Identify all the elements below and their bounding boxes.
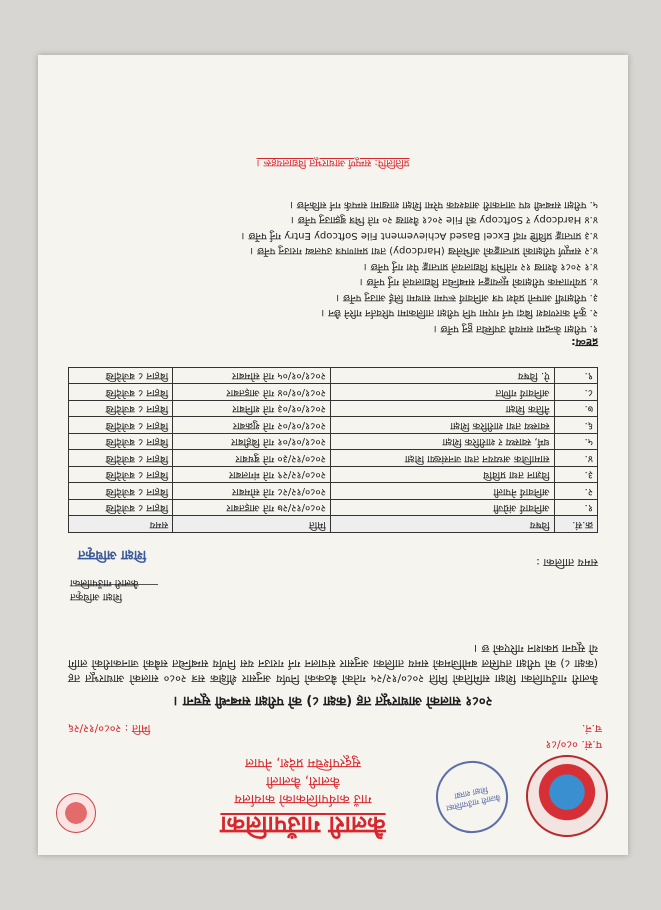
list-item: १. परीक्षा केन्द्रमा समयमै उपस्थित हुनु पर्नेछ । xyxy=(433,323,598,334)
list-item: ३. परीक्षार्थी आफ्नो प्रवेश पत्र अनिवार्य रूपमा साथमा लिई आउनु पर्नेछ । xyxy=(336,292,598,303)
table-row xyxy=(69,483,598,500)
table-cell: २०८१/०१/०३ गते शनिबार xyxy=(173,401,331,418)
office-address: कैलारी, कैलाली xyxy=(266,773,340,788)
signatory-office: कैलारी गाउँपालिका xyxy=(70,577,139,589)
table-row xyxy=(69,401,598,418)
list-item: ४. प्रयोगात्मक परीक्षाको मूल्याङ्कन सम्बन्धित विद्यालयले गर्नु पर्नेछ । xyxy=(359,276,598,288)
province-name: सुदूरपश्चिम प्रदेश, नेपाल xyxy=(245,755,361,770)
table-cell: बिहान ८ बजेदेखि xyxy=(69,483,173,500)
municipality-title: कैलारी गाउँपालिका xyxy=(220,811,386,839)
table-row xyxy=(69,384,598,401)
exam-schedule-table xyxy=(68,367,598,533)
seal-text: कैलारी गाउँपालिका शिक्षा शाखा xyxy=(445,784,501,813)
table-row xyxy=(69,434,598,451)
table-header-row xyxy=(69,516,598,533)
officer-stamp: शिक्षा अधिकृत xyxy=(78,547,147,562)
table-row xyxy=(69,450,598,467)
list-item: ४.२ सम्पूर्ण परीक्षाको प्राप्ताङ्कको अभिलेख (Hardcopy) तथा प्रमाणपत्र उपलब्ध गराउनु पर्नेछ । xyxy=(250,245,598,257)
office-seal xyxy=(429,754,514,839)
table-cell: बिहान ८ बजेदेखि xyxy=(69,450,173,467)
table-cell: २०८०/१२/२९ गते मंगलबार xyxy=(173,467,331,484)
notes-list xyxy=(68,196,598,336)
col-header: विषय xyxy=(330,516,554,533)
schedule-label: समय तालिका : xyxy=(536,556,598,569)
table-cell: अनिवार्य अंग्रेजी xyxy=(330,500,554,517)
list-item: ४.१ २०८१ वैशाख १२ गतेभित्र विद्यालयले प्राप्ताङ्क पेश गर्नु पर्नेछ । xyxy=(363,261,598,272)
table-cell: ९. xyxy=(554,368,597,385)
table-cell: बिहान ८ बजेदेखि xyxy=(69,401,173,418)
table-cell: ६. xyxy=(554,417,597,434)
table-cell: बिहान ८ बजेदेखि xyxy=(69,500,173,517)
notes-heading: द्रष्टव्य: xyxy=(571,336,598,349)
table-cell: अनिवार्य नेपाली xyxy=(330,483,554,500)
notice-paragraph: कैलारी गाउँपालिका शिक्षा समितिको मिति २०८०/१२/२५ गतेको बैठकको निर्णय अनुसार शैक्षिक सत्र २०८० सालको आधारभूत तह (कक्षा ८) को परीक्षा तपसिल बमोजिमको समय तालिका अनुसार संचालन गर्न गराउन यस निर्णय सम्बन्धित सबैको जानकारीको लागि यो सूचना प्रकाशन गरिएको छ । xyxy=(68,642,598,685)
table-row xyxy=(69,368,598,385)
table-cell: ४. xyxy=(554,450,597,467)
table-cell: २. xyxy=(554,483,597,500)
table-row xyxy=(69,467,598,484)
office-name: गाउँ कार्यपालिकाको कार्यालय xyxy=(234,791,372,806)
table-cell: २०८१/०१/०२ गते शुक्रबार xyxy=(173,417,331,434)
round-stamp-icon xyxy=(56,793,96,833)
letter-number: प.सं. ०८०/८१ xyxy=(545,738,602,751)
table-cell: सामाजिक अध्ययन तथा जनसंख्या शिक्षा xyxy=(330,450,554,467)
signatory-title: शिक्षा अधिकृत xyxy=(70,591,123,602)
table-cell: अनिवार्य गणित xyxy=(330,384,554,401)
table-cell: ७. xyxy=(554,401,597,418)
table-cell: स्वास्थ्य तथा शारीरिक शिक्षा xyxy=(330,417,554,434)
table-cell: २०८०/१२/३० गते बुधबार xyxy=(173,450,331,467)
table-cell: २०८०/१२/२७ गते आइतबार xyxy=(173,500,331,517)
table-cell: बिहान ८ बजेदेखि xyxy=(69,384,173,401)
table-cell: २०८१/०१/०४ गते आइतबार xyxy=(173,384,331,401)
table-cell: ३. xyxy=(554,467,597,484)
footer-copy-line: प्रतिलिपि: सम्पूर्ण आधारभूत विद्यालयहरू । xyxy=(256,157,410,168)
notice-title: २०८१ सालको आधारभूत तह (कक्षा ८) को परीक्षा सम्बन्धी सूचना । xyxy=(173,693,493,708)
table-cell: बिहान ८ बजेदेखि xyxy=(69,368,173,385)
table-cell: नैतिक शिक्षा xyxy=(330,401,554,418)
list-item: ४.४ Hardcopy र Softcopy को File २०८१ वैशाख २० गते भित्र बुझाउनु पर्नेछ । xyxy=(290,214,598,226)
table-cell: बिहान ८ बजेदेखि xyxy=(69,417,173,434)
list-item: २. कुनै कारणवश बिदा पर्न गएमा पनि परीक्षा तालिकामा परिवर्तन गरिने छैन । xyxy=(321,307,598,319)
table-cell: धर्म, स्वास्थ्य र शारीरिक शिक्षा xyxy=(330,434,554,451)
signature-block xyxy=(70,576,139,603)
table-cell: ८. xyxy=(554,384,597,401)
notice-page xyxy=(38,55,628,855)
table-cell: १. xyxy=(554,500,597,517)
col-header: मिति xyxy=(173,516,331,533)
table-row xyxy=(69,417,598,434)
table-row xyxy=(69,500,598,517)
list-item: ४.३ प्राप्ताङ्क प्रविष्टि गर्दा Excel Based Achievement File Softcopy Entry गर्नु पर्नेछ । xyxy=(241,230,598,241)
dispatch-number: च.नं. xyxy=(581,722,602,735)
list-item: ५. परीक्षा सम्बन्धी थप जानकारी आवश्यक परेमा शिक्षा शाखामा सम्पर्क गर्न सकिनेछ । xyxy=(289,199,598,210)
table-cell: ऐ. विषय xyxy=(330,368,554,385)
table-cell: ५. xyxy=(554,434,597,451)
nepal-emblem-logo xyxy=(526,755,608,837)
col-header: समय xyxy=(69,516,173,533)
table-cell: बिहान ८ बजेदेखि xyxy=(69,467,173,484)
table-cell: विज्ञान तथा प्रविधि xyxy=(330,467,554,484)
table-cell: बिहान ८ बजेदेखि xyxy=(69,434,173,451)
table-cell: २०८१/०१/०१ गते बिहीबार xyxy=(173,434,331,451)
notice-date: मिति : २०८०/१२/२६ xyxy=(68,722,151,735)
col-header: क्र.सं. xyxy=(554,516,597,533)
table-cell: २०८१/०१/०५ गते सोमबार xyxy=(173,368,331,385)
table-cell: २०८०/१२/२८ गते सोमबार xyxy=(173,483,331,500)
